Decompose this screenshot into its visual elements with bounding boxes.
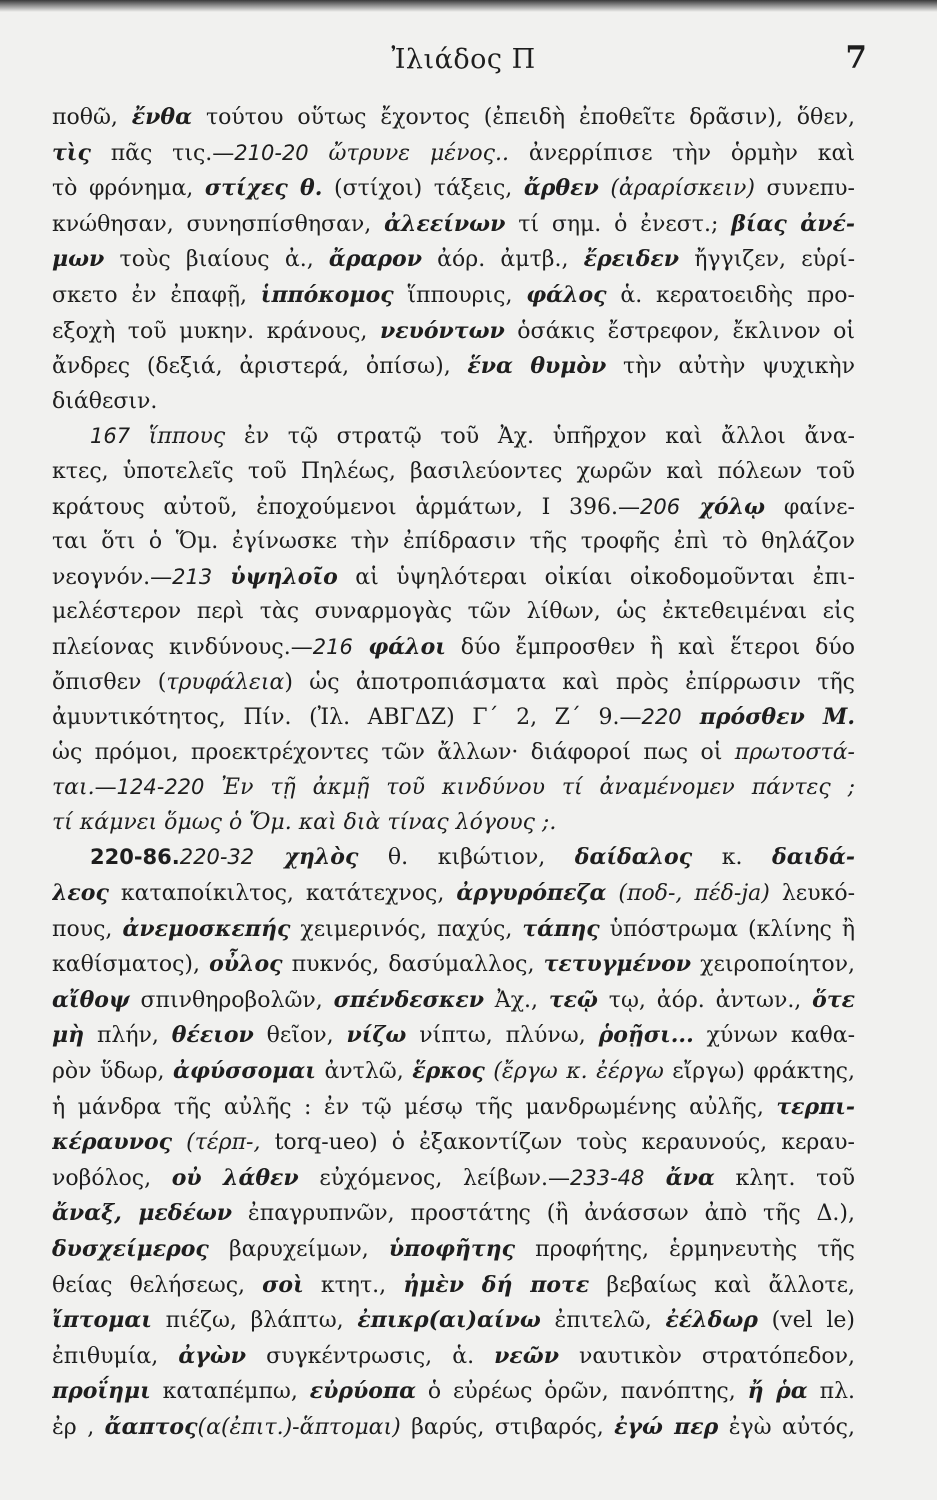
text-line — [52, 1303, 855, 1339]
text-line — [52, 1374, 855, 1410]
text-line — [52, 983, 855, 1019]
lemma-term: σπένδεσκεν — [333, 986, 484, 1013]
text-segment: συγκέντρωσις, ἁ. — [246, 1343, 495, 1369]
text-line — [52, 1339, 855, 1375]
text-segment: χειμερινός, παχύς, — [290, 916, 523, 942]
text-line — [52, 1410, 855, 1446]
text-line — [52, 840, 855, 876]
text-segment: θεῖον, — [253, 1023, 347, 1049]
text-segment: εὐχόμενος, λείβων.— — [298, 1165, 570, 1191]
verse-reference: 213 — [172, 564, 213, 589]
text-line — [52, 525, 855, 560]
lemma-term: πρόσθεν Μ. — [681, 704, 855, 731]
lemma-term: φάλος — [526, 281, 607, 308]
text-segment: πλείονας κινδύνους.— — [52, 634, 313, 660]
lemma-term: ὤτρυνε μένος.. — [308, 140, 509, 166]
lemma-term: δυσχείμερος — [52, 1236, 209, 1262]
lemma-term: ὑποφῆτης — [388, 1236, 516, 1262]
text-segment: ὡς πρόμοι, προεκτρέχοντες τῶν ἄλλων· διάφοροί πως οἱ — [52, 739, 735, 765]
text-line — [52, 385, 855, 420]
text-segment: (στίχοι) τάξεις, — [322, 176, 524, 202]
text-line — [52, 455, 855, 490]
text-segment: ται ὅτι ὁ Ὅμ. ἐγίνωσκε τὴν ἐπίδρασιν τῆς τροφῆς ἐπὶ τὸ θηλάζον — [52, 529, 855, 555]
text-segment: ἀμυντικότητος, Πίν. (Ἰλ. ΑΒΓΔΖ) Γ΄ 2, Ζ΄ 9.— — [52, 705, 642, 731]
lemma-term: ὑψηλοῖο — [212, 563, 338, 590]
text-line — [52, 560, 855, 596]
lemma-term: ἔνθα — [131, 104, 193, 130]
text-segment: διάθεσιν. — [52, 388, 158, 414]
text-segment: νεογνόν.— — [52, 564, 173, 590]
lemma-term: ἐέλδωρ — [665, 1307, 758, 1334]
lemma-term: ἴπτομαι — [52, 1307, 152, 1334]
lemma-term: ἕνα θυμὸν — [467, 353, 607, 380]
text-line — [52, 736, 855, 771]
text-segment: κνώθησαν, συνησπίσθησαν, — [52, 211, 385, 237]
text-segment: χύνων καθα- — [693, 1023, 855, 1049]
text-line — [52, 947, 855, 983]
text-segment: καταποίκιλτος, κατάτεχνος, — [108, 881, 457, 907]
lemma-term: ὅτε — [812, 986, 855, 1013]
lemma-term: κέραυνος — [52, 1129, 173, 1156]
lemma-term: ἄναξ, — [52, 1200, 139, 1227]
running-title: Ἰλιάδος Π — [391, 44, 536, 75]
text-segment: τούτου οὕτως ἔχοντος (ἐπειδὴ ἐποθεῖτε δρᾶσιν), ὅθεν, — [192, 105, 855, 130]
text-segment: δύο ἔμπροσθεν ἢ καὶ ἕτεροι δύο — [445, 634, 855, 660]
lemma-term: εὐρύοπα — [309, 1378, 417, 1405]
lemma-term: ἵππους — [130, 424, 226, 450]
text-segment: σπινθηροβολῶν, — [129, 987, 334, 1013]
text-segment: ἡ μάνδρα τῆς αὐλῆς : ἐν τῷ μέσῳ τῆς μανδρωμένης αὐλῆς, — [52, 1094, 777, 1120]
text-segment: βεβαίως καὶ ἄλλοτε, — [589, 1272, 855, 1298]
text-line — [52, 806, 855, 841]
text-segment: ἐπιτελῶ, — [540, 1308, 666, 1334]
lemma-term: δαίδαλος — [574, 844, 693, 871]
lemma-term: στίχες θ. — [204, 175, 323, 202]
text-line — [52, 1161, 855, 1197]
lemma-term: (ποδ-, πέδ-ja) — [606, 881, 770, 907]
text-line — [52, 278, 855, 314]
verse-reference: 124-220 — [116, 775, 205, 800]
text-segment: θ. κιβώτιον, — [358, 845, 575, 871]
lemma-term: ἄνα — [644, 1164, 715, 1191]
lemma-term: (α(ἐπιτ.)-ἅπτομαι) — [197, 1414, 401, 1440]
verse-reference: 206 — [640, 494, 681, 519]
text-line — [52, 912, 855, 948]
scan-top-edge — [0, 0, 937, 12]
text-line — [52, 349, 855, 385]
text-segment: κ. — [692, 845, 773, 871]
lemma-term: ἀφύσσομαι — [173, 1058, 316, 1085]
lemma-term: (ἀραρίσκειν) — [598, 176, 755, 202]
text-segment: ἀόρ. ἀμτβ., — [421, 247, 584, 273]
verse-reference: 220 — [641, 705, 682, 730]
lemma-term: οὖλος — [209, 951, 283, 978]
text-line — [52, 207, 855, 243]
text-segment: Ἀχ., — [483, 987, 549, 1013]
text-segment: ἐρ , — [52, 1414, 105, 1440]
lemma-term: ἄαπτος — [104, 1413, 198, 1440]
lemma-term: ἄραρον — [328, 246, 422, 273]
text-segment: κτες, ὑποτελεῖς τοῦ Πηλέως, βασιλεύοντες χωρῶν καὶ πόλεων τοῦ — [52, 458, 855, 484]
text-segment: τοὺς βιαίους ἀ., — [104, 247, 329, 273]
lemma-term: βίας ἀνέ- — [731, 210, 855, 237]
text-segment: ὄπισθεν ( — [52, 669, 167, 695]
text-segment: κτητ., — [303, 1272, 404, 1298]
text-line — [52, 314, 855, 350]
lemma-term: ἐπικρ(αι)αίνω — [357, 1307, 541, 1334]
verse-reference: 220-86. — [90, 845, 180, 870]
lemma-term: νεῶν — [494, 1342, 559, 1369]
text-segment: ἁ. κερατοειδὴς προ- — [606, 282, 855, 308]
lemma-term: σοὶ — [262, 1271, 304, 1298]
text-segment: πους, — [52, 916, 123, 942]
text-segment: προφήτης, ἑρμηνευτὴς τῆς — [515, 1237, 855, 1262]
verse-reference: 220-32 — [179, 845, 255, 870]
text-segment: πιέζω, βλάπτω, — [151, 1308, 358, 1334]
text-segment: βαρύς, στιβαρός, — [400, 1414, 615, 1440]
verse-reference: 216 — [312, 634, 353, 659]
text-line — [52, 136, 855, 172]
lemma-term: ται. — [52, 775, 95, 801]
text-line — [52, 419, 855, 455]
text-segment: ἵππουρις, — [393, 282, 527, 308]
text-segment: κράτους αὐτοῦ, ἐποχούμενοι ἁρμάτων, Ι 396.— — [52, 494, 641, 520]
text-segment: ἐπιθυμία, — [52, 1343, 179, 1369]
text-segment: πυκνός, δασύμαλλος, — [282, 952, 544, 978]
text-segment: ἀντλῶ, — [315, 1059, 413, 1085]
lemma-term: ἱππόκομος — [260, 281, 394, 308]
text-segment: νοβόλος, — [52, 1165, 172, 1191]
text-segment: τὴν αὐτὴν ψυχικὴν — [606, 354, 855, 380]
text-segment: λευκό- — [769, 881, 855, 907]
text-line — [52, 100, 855, 136]
text-line — [52, 666, 855, 701]
text-segment: αἱ ὑψηλότεραι οἰκίαι οἰκοδομοῦνται ἐπι- — [337, 564, 855, 590]
lemma-term: τάπης — [522, 915, 600, 942]
text-segment: ἐν τῷ στρατῷ τοῦ Ἀχ. ὑπῆρχον καὶ ἄλλοι ἄνα- — [225, 424, 855, 450]
lemma-term: μεδέων — [138, 1200, 233, 1227]
text-segment: ναυτικὸν στρατόπεδον, — [559, 1343, 855, 1369]
lemma-term: ἄρθεν — [523, 175, 599, 202]
page-number: 7 — [845, 40, 867, 76]
lemma-term: αἴθοψ — [52, 986, 130, 1013]
text-segment: εἴργω) φράκτης, — [663, 1059, 855, 1085]
text-segment: ἀνερρίπισε τὴν ὁρμὴν καὶ — [509, 140, 855, 166]
lemma-term: νευόντων — [379, 317, 505, 344]
lemma-term: τρυφάλεια — [166, 669, 285, 695]
text-segment: ἐγὼ αὐτός, — [718, 1414, 855, 1440]
text-segment: ὁ εὐρέως ὁρῶν, πανόπτης, — [416, 1379, 748, 1405]
text-segment: μελέστερον περὶ τὰς συναρμογὰς τῶν λίθων, ὡς ἐκτεθειμέναι εἰς — [52, 599, 855, 625]
text-segment: ) ὡς ἀποτροπιάσματα καὶ πρὸς ἐπίρρωσιν τῆς — [284, 669, 855, 695]
text-segment: βαρυχείμων, — [208, 1237, 389, 1262]
page-header — [60, 40, 867, 80]
text-segment: συνεπυ- — [754, 176, 855, 202]
text-segment: σκετο ἐν ἐπαφῇ, — [52, 282, 261, 308]
lemma-term: δαιδά- — [772, 844, 855, 871]
lemma-term: θέειον — [171, 1022, 254, 1049]
verse-reference: 167 — [90, 424, 131, 449]
lemma-term: προΐημι — [52, 1378, 151, 1405]
text-segment: πλήν, — [84, 1023, 172, 1049]
lemma-term: μων — [52, 246, 105, 273]
text-line — [52, 700, 855, 736]
text-segment: τί σημ. ὁ ἐνεστ.; — [505, 211, 732, 237]
lemma-term: νίζω — [346, 1022, 407, 1049]
text-segment: καθίσματος), — [52, 952, 210, 978]
lemma-term: ἐγώ περ — [614, 1413, 719, 1440]
text-segment: ὑπόστρωμα (κλίνης ἢ — [599, 916, 855, 942]
text-segment: ὁσάκις ἔστρεφον, ἔκλινον οἱ — [504, 318, 855, 344]
lemma-term: (τέρπ-, — [172, 1130, 275, 1156]
lemma-term: ῥοῇσι... — [598, 1022, 694, 1049]
lemma-term: (ἔργω κ. ἐέργω — [484, 1059, 664, 1085]
text-segment: καταπέμπω, — [150, 1379, 310, 1405]
text-line — [52, 242, 855, 278]
text-segment: τῳ, ἀόρ. ἀντων., — [597, 987, 813, 1013]
text-line — [52, 1196, 855, 1232]
lemma-term: τί κάμνει ὅμως ὁ Ὅμ. καὶ διὰ τίνας λόγους ;. — [52, 809, 557, 835]
commentary-text — [52, 100, 855, 1446]
text-segment: ποθῶ, — [52, 105, 132, 130]
text-segment: θείας θελήσεως, — [52, 1272, 263, 1298]
lemma-term: φάλοι — [352, 633, 446, 660]
lemma-term: ἕρκος — [412, 1058, 485, 1085]
text-segment: ἤγγιζεν, εὑρί- — [679, 247, 855, 273]
text-line — [52, 1018, 855, 1054]
lemma-term: τετυγμένον — [543, 951, 692, 978]
verse-reference: 210-20 — [234, 140, 309, 165]
text-segment: εξοχὴ τοῦ μυκην. κράνους, — [52, 318, 380, 344]
lemma-term: χόλῳ — [680, 493, 766, 520]
text-line — [52, 171, 855, 207]
text-line — [52, 490, 855, 526]
text-line — [52, 1054, 855, 1090]
lemma-term: μὴ — [52, 1022, 85, 1049]
text-segment: torq-ueo) ὁ ἐξακοντίζων τοὺς κεραυνούς, κεραυ- — [274, 1130, 855, 1156]
lemma-term: ἤ ῥα — [747, 1378, 808, 1405]
verse-reference: 233-48 — [569, 1165, 645, 1190]
lemma-term: ἀλεείνων — [384, 210, 506, 237]
lemma-term: ἀργυρόπεζα — [456, 880, 607, 907]
text-segment: τὸ φρόνημα, — [52, 176, 205, 202]
text-line — [52, 1232, 855, 1268]
lemma-term: τεῷ — [548, 986, 598, 1013]
text-line — [52, 1125, 855, 1161]
text-line — [52, 876, 855, 912]
lemma-term: τὶς — [52, 139, 91, 166]
lemma-term: χηλὸς — [254, 844, 359, 871]
lemma-term: λεος — [52, 880, 109, 907]
text-segment: ἐπαγρυπνῶν, προστάτης (ἢ ἀνάσσων ἀπὸ τῆς Δ.), — [232, 1201, 855, 1227]
text-segment: νίπτω, πλύνω, — [406, 1023, 599, 1049]
text-line — [52, 1268, 855, 1304]
text-segment: — — [94, 775, 117, 801]
text-segment: χειροποίητον, — [691, 952, 855, 978]
lemma-term: πρωτοστά- — [734, 739, 855, 765]
text-segment: ρὸν ὕδωρ, — [52, 1059, 174, 1085]
lemma-term: ἠμὲν δή ποτε — [403, 1271, 590, 1298]
lemma-term: ἀγὼν — [178, 1342, 247, 1369]
lemma-term: τερπι- — [776, 1093, 855, 1120]
text-line — [52, 1090, 855, 1126]
lemma-term: οὐ λάθεν — [171, 1164, 299, 1191]
text-segment: φαίνε- — [765, 494, 855, 520]
text-segment: πλ. — [807, 1379, 855, 1405]
text-line — [52, 595, 855, 630]
text-segment: ἄνδρες (δεξιά, ἀριστερά, ὀπίσω), — [52, 354, 468, 380]
text-segment: (vel le) — [757, 1308, 855, 1334]
text-segment: κλητ. τοῦ — [714, 1165, 855, 1191]
text-segment: πᾶς τις.— — [90, 140, 235, 166]
text-line — [52, 630, 855, 666]
lemma-term: ἔρειδεν — [583, 246, 680, 273]
text-line — [52, 770, 855, 806]
lemma-term: Ἐν τῇ ἀκμῇ τοῦ κινδύνου τί ἀναμένομεν πάντες ; — [204, 775, 855, 801]
lemma-term: ἀνεμοσκεπής — [122, 915, 291, 942]
